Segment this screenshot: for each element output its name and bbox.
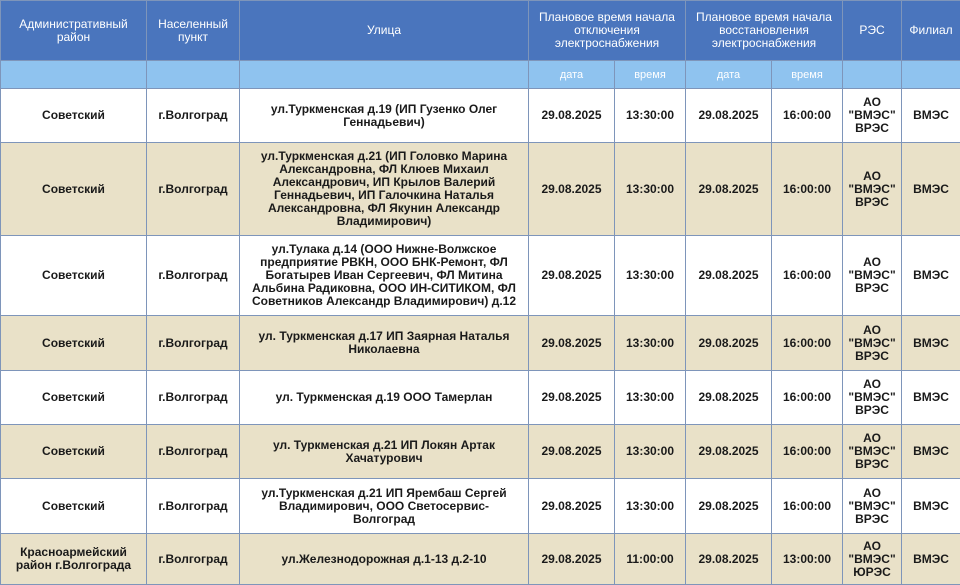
cell-off-date: 29.08.2025 <box>529 236 615 316</box>
cell-settlement: г.Волгоград <box>147 479 240 534</box>
cell-off-time: 13:30:00 <box>615 89 686 143</box>
cell-district: Советский <box>1 371 147 425</box>
cell-district: Советский <box>1 316 147 371</box>
cell-off-time: 13:30:00 <box>615 479 686 534</box>
table-row <box>1 143 960 236</box>
cell-on-time: 16:00:00 <box>772 143 843 236</box>
header-row <box>1 1 960 61</box>
cell-off-date: 29.08.2025 <box>529 143 615 236</box>
cell-branch: ВМЭС <box>902 143 960 236</box>
cell-off-time: 13:30:00 <box>615 425 686 479</box>
table-row <box>1 371 960 425</box>
cell-settlement: г.Волгоград <box>147 371 240 425</box>
cell-settlement: г.Волгоград <box>147 143 240 236</box>
cell-res: АО "ВМЭС" ЮРЭС <box>843 534 902 585</box>
cell-on-date: 29.08.2025 <box>686 425 772 479</box>
table-row <box>1 534 960 585</box>
header-res: РЭС <box>843 1 902 61</box>
cell-off-time: 13:30:00 <box>615 143 686 236</box>
cell-on-time: 13:00:00 <box>772 534 843 585</box>
cell-res: АО "ВМЭС" ВРЭС <box>843 143 902 236</box>
cell-on-date: 29.08.2025 <box>686 143 772 236</box>
cell-off-date: 29.08.2025 <box>529 534 615 585</box>
subheader-empty <box>902 61 960 89</box>
cell-off-date: 29.08.2025 <box>529 479 615 534</box>
table-row <box>1 479 960 534</box>
subheader-on-date: дата <box>686 61 772 89</box>
subheader-empty <box>843 61 902 89</box>
header-street: Улица <box>240 1 529 61</box>
cell-settlement: г.Волгоград <box>147 89 240 143</box>
subheader-off-time: время <box>615 61 686 89</box>
cell-res: АО "ВМЭС" ВРЭС <box>843 236 902 316</box>
header-restore-time: Плановое время начала восстановления электроснабжения <box>686 1 843 61</box>
cell-branch: ВМЭС <box>902 534 960 585</box>
cell-street: ул.Туркменская д.19 (ИП Гузенко Олег Геннадьевич) <box>240 89 529 143</box>
cell-branch: ВМЭС <box>902 89 960 143</box>
cell-district: Красноармейский район г.Волгограда <box>1 534 147 585</box>
subheader-on-time: время <box>772 61 843 89</box>
cell-district: Советский <box>1 479 147 534</box>
cell-district: Советский <box>1 89 147 143</box>
cell-res: АО "ВМЭС" ВРЭС <box>843 89 902 143</box>
table-row <box>1 236 960 316</box>
table-row <box>1 89 960 143</box>
cell-on-date: 29.08.2025 <box>686 89 772 143</box>
cell-res: АО "ВМЭС" ВРЭС <box>843 479 902 534</box>
cell-res: АО "ВМЭС" ВРЭС <box>843 371 902 425</box>
cell-res: АО "ВМЭС" ВРЭС <box>843 316 902 371</box>
cell-on-time: 16:00:00 <box>772 236 843 316</box>
cell-settlement: г.Волгоград <box>147 236 240 316</box>
cell-on-time: 16:00:00 <box>772 425 843 479</box>
cell-street: ул.Туркменская д.21 (ИП Головко Марина Александровна, ФЛ Клюев Михаил Александрович, ИП Крылов Валерий Геннадьевич, ИП Галочкина Наталья Александровна, ФЛ Якунин Александр Владимирович) <box>240 143 529 236</box>
cell-district: Советский <box>1 236 147 316</box>
cell-off-date: 29.08.2025 <box>529 89 615 143</box>
cell-street: ул. Туркменская д.17 ИП Заярная Наталья Николаевна <box>240 316 529 371</box>
cell-off-time: 13:30:00 <box>615 371 686 425</box>
cell-on-time: 16:00:00 <box>772 479 843 534</box>
cell-branch: ВМЭС <box>902 479 960 534</box>
cell-settlement: г.Волгоград <box>147 425 240 479</box>
cell-on-time: 16:00:00 <box>772 316 843 371</box>
cell-on-date: 29.08.2025 <box>686 534 772 585</box>
cell-on-date: 29.08.2025 <box>686 371 772 425</box>
cell-settlement: г.Волгоград <box>147 316 240 371</box>
cell-on-date: 29.08.2025 <box>686 236 772 316</box>
cell-off-time: 11:00:00 <box>615 534 686 585</box>
table-row <box>1 425 960 479</box>
header-branch: Филиал <box>902 1 960 61</box>
cell-street: ул.Тулака д.14 (ООО Нижне-Волжское предприятие РВКН, ООО БНК-Ремонт, ФЛ Богатырев Иван Сергеевич, ФЛ Митина Альбина Радиковна, ООО ИН-СИТИКОМ, ФЛ Советников Александр Владимирович) д.12 <box>240 236 529 316</box>
cell-off-date: 29.08.2025 <box>529 425 615 479</box>
subheader-row <box>1 61 960 89</box>
cell-branch: ВМЭС <box>902 236 960 316</box>
cell-on-date: 29.08.2025 <box>686 316 772 371</box>
header-district: Административный район <box>1 1 147 61</box>
cell-branch: ВМЭС <box>902 316 960 371</box>
cell-off-date: 29.08.2025 <box>529 371 615 425</box>
cell-off-time: 13:30:00 <box>615 316 686 371</box>
cell-street: ул.Туркменская д.21 ИП Ярембаш Сергей Владимирович, ООО Светосервис-Волгоград <box>240 479 529 534</box>
cell-street: ул. Туркменская д.19 ООО Тамерлан <box>240 371 529 425</box>
cell-branch: ВМЭС <box>902 425 960 479</box>
cell-settlement: г.Волгоград <box>147 534 240 585</box>
cell-on-date: 29.08.2025 <box>686 479 772 534</box>
subheader-off-date: дата <box>529 61 615 89</box>
cell-district: Советский <box>1 425 147 479</box>
cell-off-time: 13:30:00 <box>615 236 686 316</box>
header-settlement: Населенный пункт <box>147 1 240 61</box>
cell-on-time: 16:00:00 <box>772 371 843 425</box>
cell-branch: ВМЭС <box>902 371 960 425</box>
cell-off-date: 29.08.2025 <box>529 316 615 371</box>
cell-res: АО "ВМЭС" ВРЭС <box>843 425 902 479</box>
header-off-time: Плановое время начала отключения электроснабжения <box>529 1 686 61</box>
cell-district: Советский <box>1 143 147 236</box>
subheader-empty <box>147 61 240 89</box>
subheader-empty <box>240 61 529 89</box>
cell-street: ул. Туркменская д.21 ИП Локян Артак Хачатурович <box>240 425 529 479</box>
table-row <box>1 316 960 371</box>
cell-street: ул.Железнодорожная д.1-13 д.2-10 <box>240 534 529 585</box>
cell-on-time: 16:00:00 <box>772 89 843 143</box>
subheader-empty <box>1 61 147 89</box>
